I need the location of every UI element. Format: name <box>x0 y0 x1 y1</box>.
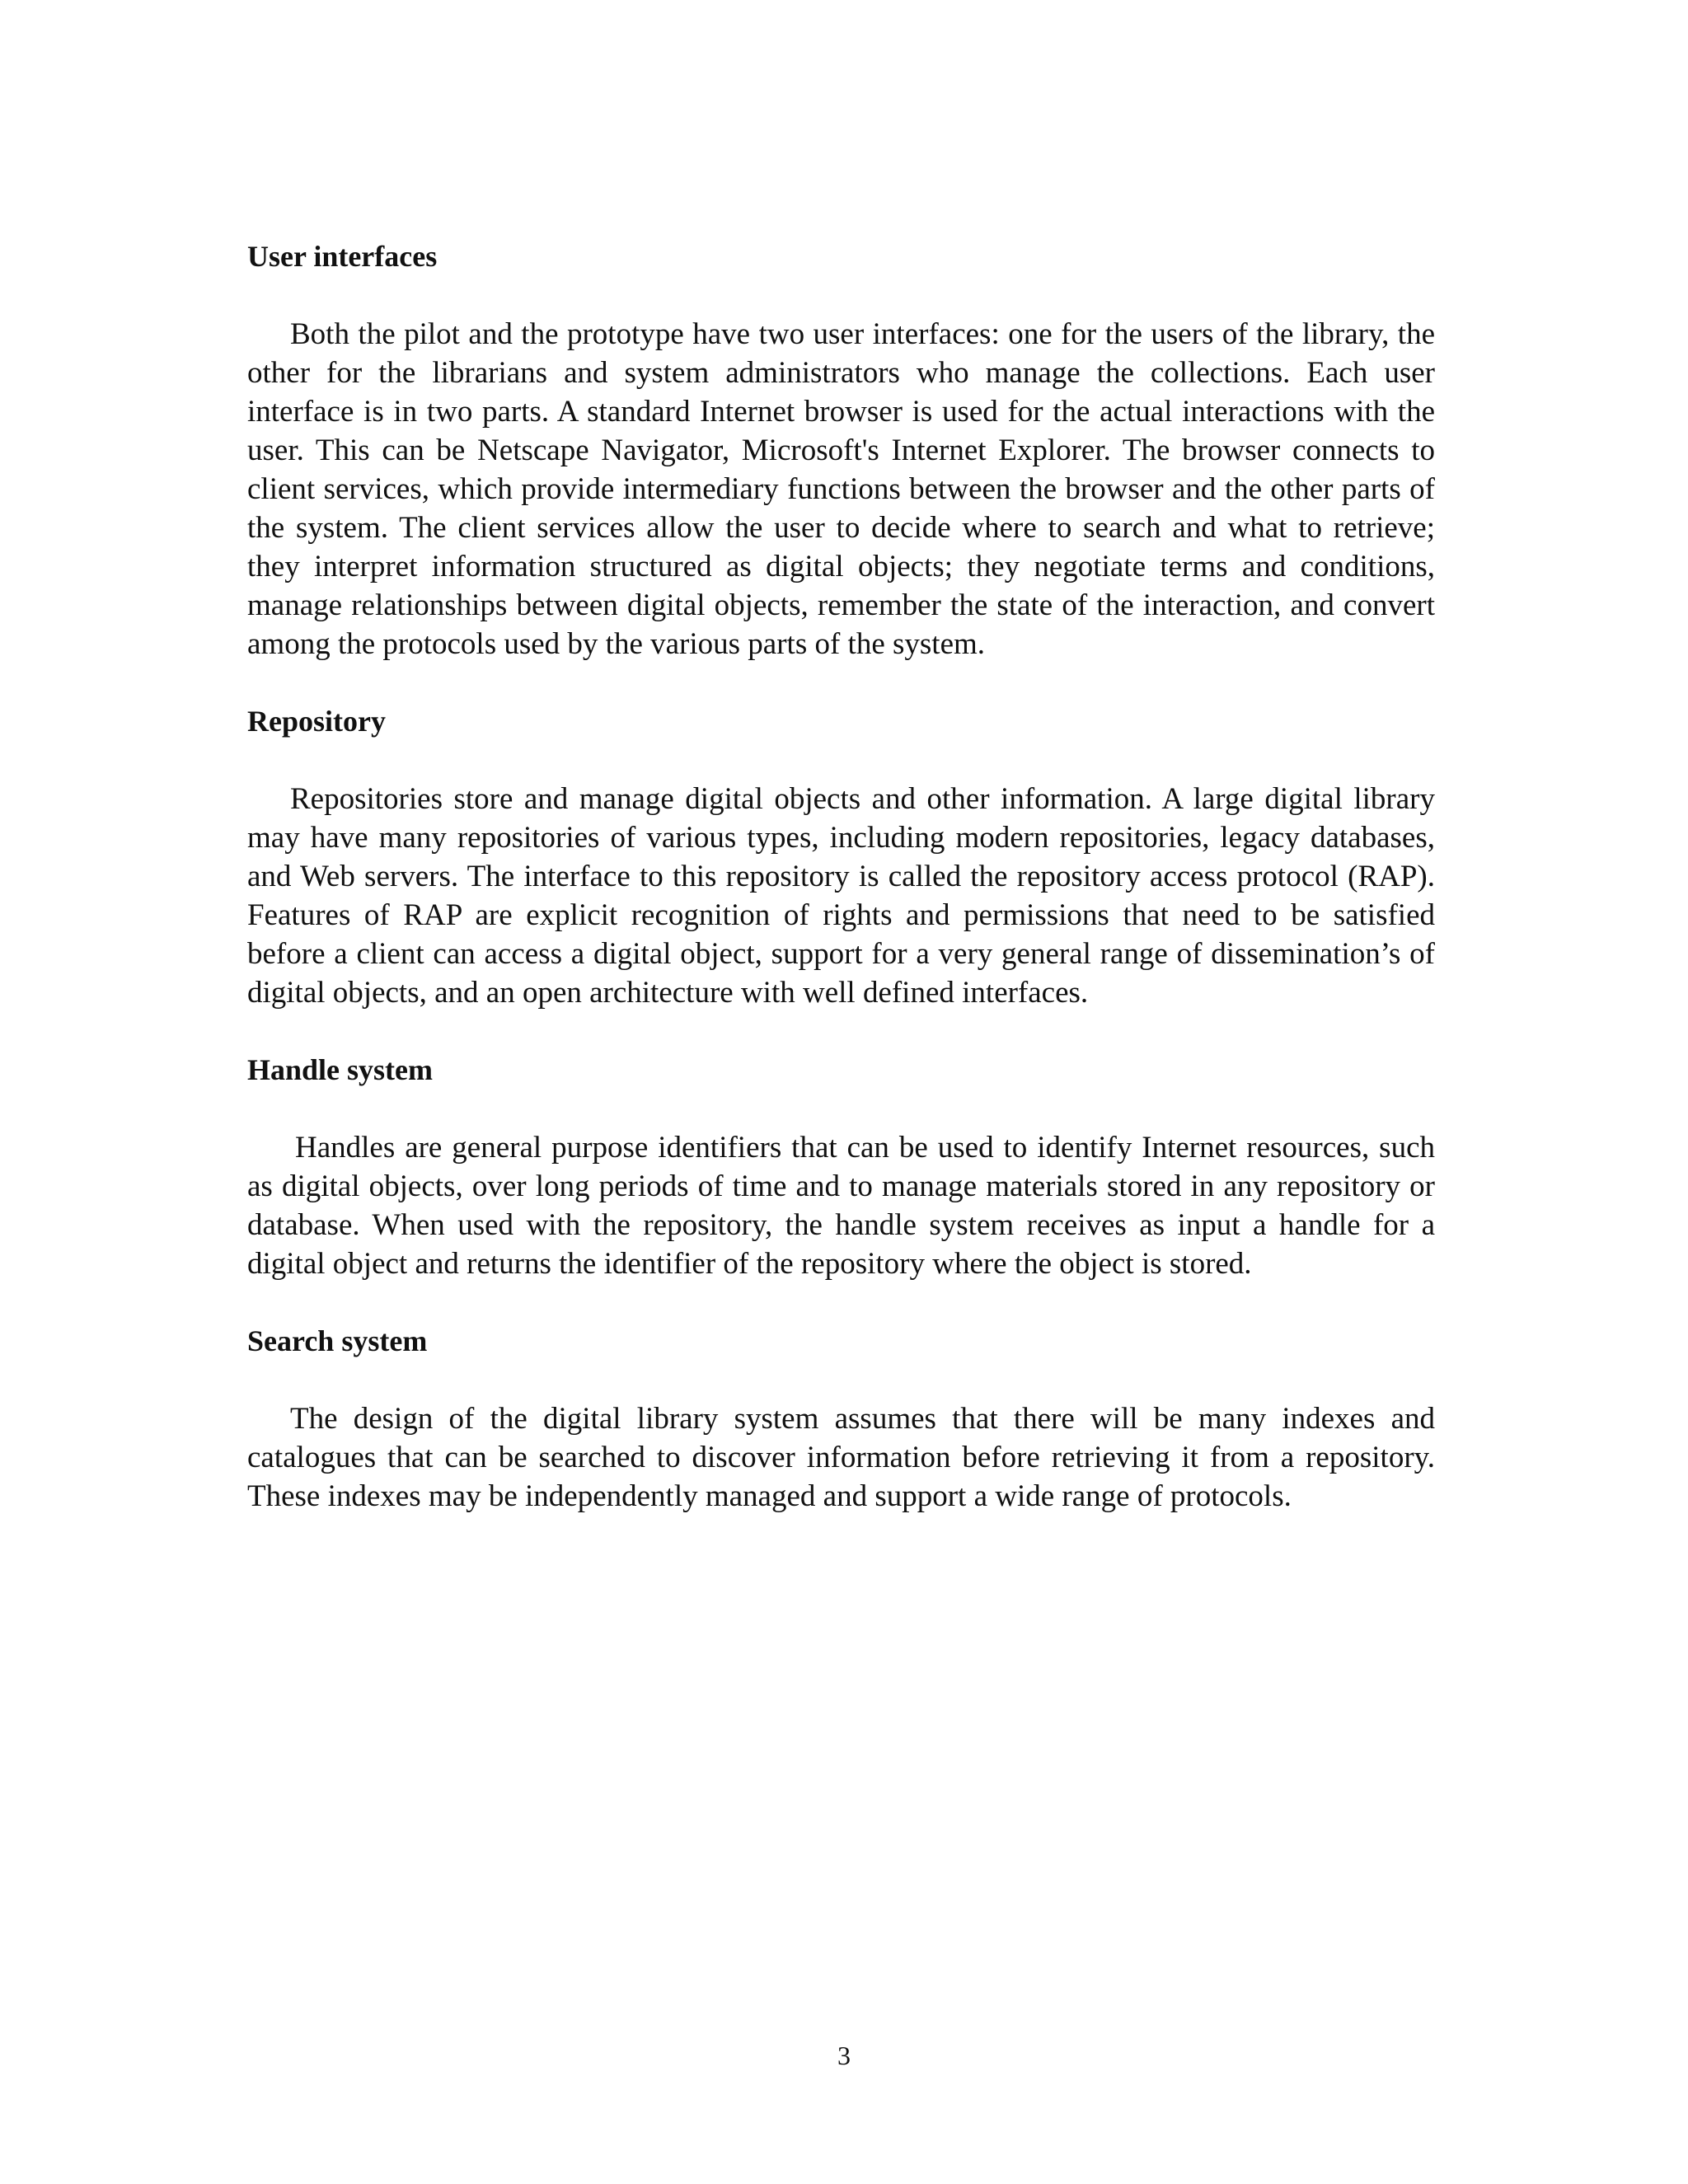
section-heading-repository: Repository <box>247 705 386 738</box>
section-heading-handle-system: Handle system <box>247 1053 433 1086</box>
section-body-search-system: The design of the digital library system assumes that there will be many indexes and catalogues that can be searched to discover information before retrieving it from a repository. These indexes may be independently managed and support a wide range of protocols. <box>247 1402 1435 1513</box>
page-number: 3 <box>837 2041 851 2070</box>
section-heading-user-interfaces: User interfaces <box>247 240 438 273</box>
section-body-user-interfaces: Both the pilot and the prototype have two user interfaces: one for the users of the library, the other for the librarians and system administrators who manage the collections. Each user interface is in two parts. A standard Internet browser is used for the actual interactions with the user. This can be Netscape Navigator, Microsoft's Internet Explorer. The browser connects to client services, which provide intermediary functions between the browser and the other parts of the system. The client services allow the user to decide where to search and what to retrieve; they interpret information structured as digital objects; they negotiate terms and conditions, manage relationships between digital objects, remember the state of the interaction, and convert among the protocols used by the various parts of the system. <box>247 317 1435 661</box>
section-heading-search-system: Search system <box>247 1324 428 1357</box>
section-body-handle-system: Handles are general purpose identifiers that can be used to identify Internet resources, such as digital objects, over long periods of time and to manage materials stored in any repository or database. When used with the repository, the handle system receives as input a handle for a digital object and returns the identifier of the repository where the object is stored. <box>247 1131 1435 1281</box>
page-content <box>247 237 1435 1554</box>
section-body-repository: Repositories store and manage digital objects and other information. A large digital library may have many repositories of various types, including modern repositories, legacy databases, and Web servers. The interface to this repository is called the repository access protocol (RAP). Features of RAP are explicit recognition of rights and permissions that need to be satisfied before a client can access a digital object, support for a very general range of dissemination’s of digital objects, and an open architecture with well defined interfaces. <box>247 782 1435 1010</box>
